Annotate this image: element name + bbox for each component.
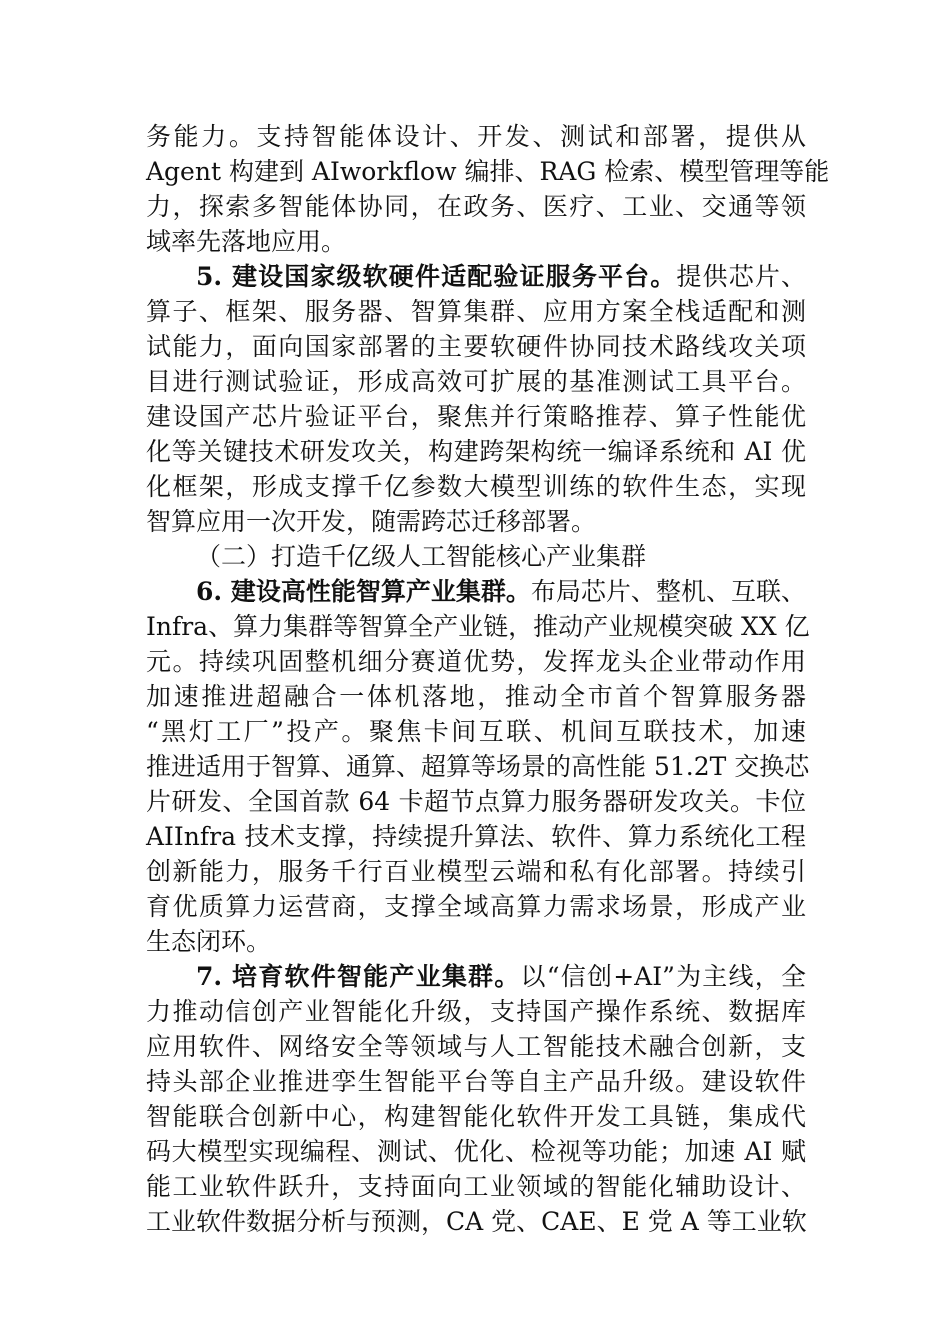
paragraph-line: 智能联合创新中心，构建智能化软件开发工具链，集成代: [146, 1102, 806, 1131]
paragraph-line: AIInfra 技术支撑，持续提升算法、软件、算力系统化工程: [146, 822, 806, 851]
item-7-first-line: 7. 培育软件智能产业集群。以“信创+AI”为主线，全: [196, 962, 806, 991]
paragraph-line: 持头部企业推进孪生智能平台等自主产品升级。建设软件: [146, 1067, 806, 1096]
paragraph-line: 能工业软件跃升，支持面向工业领域的智能化辅助设计、: [146, 1172, 806, 1201]
section-heading: （二）打造千亿级人工智能核心产业集群: [196, 542, 647, 571]
paragraph-line: Infra、算力集群等智算全产业链，推动产业规模突破 XX 亿: [146, 612, 810, 641]
paragraph-line: 域率先落地应用。: [146, 227, 347, 256]
item-5-first-line: 5. 建设国家级软硬件适配验证服务平台。提供芯片、: [196, 262, 806, 291]
paragraph-line: 智算应用一次开发，随需跨芯迁移部署。: [146, 507, 597, 536]
item-6-heading: 6. 建设高性能智算产业集群。: [196, 577, 531, 606]
paragraph-line: 应用软件、网络安全等领域与人工智能技术融合创新，支: [146, 1032, 806, 1061]
paragraph-line: 力，探索多智能体协同，在政务、医疗、工业、交通等领: [146, 192, 806, 221]
paragraph-line: 加速推进超融合一体机落地，推动全市首个智算服务器: [146, 682, 806, 711]
paragraph-line: 务能力。支持智能体设计、开发、测试和部署，提供从: [146, 122, 806, 151]
paragraph-line: 生态闭环。: [146, 927, 272, 956]
paragraph-line: 推进适用于智算、通算、超算等场景的高性能 51.2T 交换芯: [146, 752, 810, 781]
paragraph-line: “黑灯工厂”投产。聚焦卡间互联、机间互联技术，加速: [146, 717, 806, 746]
paragraph-line: Agent 构建到 AIworkflow 编排、RAG 检索、模型管理等能: [146, 157, 830, 186]
item-6-first-line: 6. 建设高性能智算产业集群。布局芯片、整机、互联、: [196, 577, 806, 606]
paragraph-line: 算子、框架、服务器、智算集群、应用方案全栈适配和测: [146, 297, 806, 326]
paragraph-line: 片研发、全国首款 64 卡超节点算力服务器研发攻关。卡位: [146, 787, 806, 816]
paragraph-line: 化等关键技术研发攻关，构建跨架构统一编译系统和 AI 优: [146, 437, 806, 466]
paragraph-line: 试能力，面向国家部署的主要软硬件协同技术路线攻关项: [146, 332, 806, 361]
paragraph-line: 元。持续巩固整机细分赛道优势，发挥龙头企业带动作用: [146, 647, 806, 676]
paragraph-line: 力推动信创产业智能化升级，支持国产操作系统、数据库: [146, 997, 806, 1026]
paragraph-line: 建设国产芯片验证平台，聚焦并行策略推荐、算子性能优: [146, 402, 806, 431]
paragraph-line: 创新能力，服务千行百业模型云端和私有化部署。持续引: [146, 857, 806, 886]
paragraph-line: 码大模型实现编程、测试、优化、检视等功能；加速 AI 赋: [146, 1137, 806, 1166]
paragraph-line: 育优质算力运营商，支撑全域高算力需求场景，形成产业: [146, 892, 806, 921]
paragraph-line: 目进行测试验证，形成高效可扩展的基准测试工具平台。: [146, 367, 806, 396]
paragraph-line: 化框架，形成支撑千亿参数大模型训练的软件生态，实现: [146, 472, 806, 501]
item-7-heading: 7. 培育软件智能产业集群。: [196, 962, 521, 991]
item-5-heading: 5. 建设国家级软硬件适配验证服务平台。: [196, 262, 677, 291]
paragraph-line: 工业软件数据分析与预测，CA 党、CAE、E 党 A 等工业软: [146, 1207, 807, 1236]
